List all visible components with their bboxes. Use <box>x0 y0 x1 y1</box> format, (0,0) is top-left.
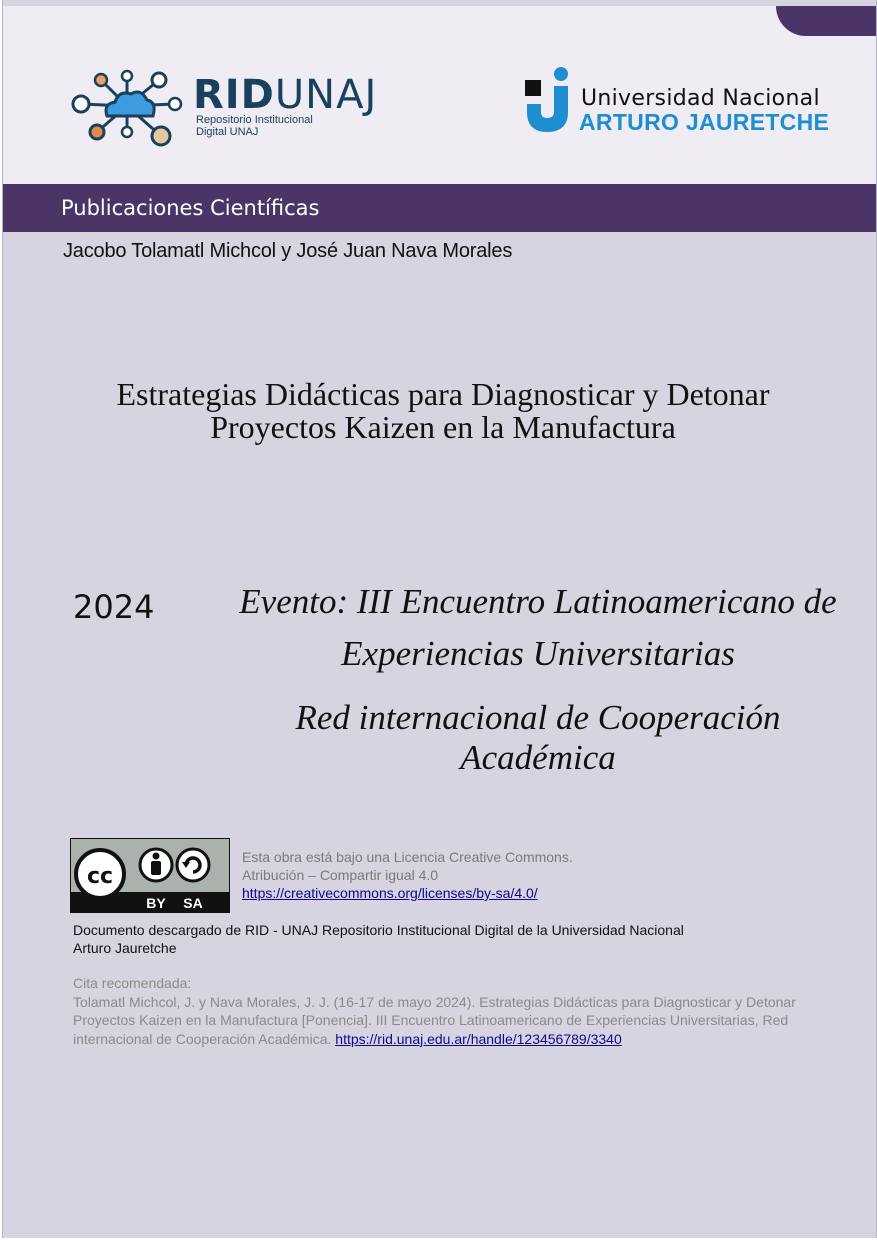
cc-badge-sa-label: SA <box>183 895 203 911</box>
rid-network-cloud-icon <box>67 66 187 150</box>
header <box>3 6 876 184</box>
document-title <box>43 378 843 444</box>
document-page <box>2 0 877 1238</box>
license-text <box>242 848 573 902</box>
license-line2: Atribución – Compartir igual 4.0 <box>242 867 439 883</box>
unaj-logo-icon <box>521 66 577 138</box>
event-network: Red internacional de Cooperación Académica <box>295 698 781 777</box>
download-note: Documento descargado de RID - UNAJ Repositorio Institucional Digital de la Universidad Nacional Arturo Jauretche <box>73 922 684 956</box>
citation-text: Tolamatl Michcol, J. y Nava Morales, J. J. (16-17 de mayo 2024). Estrategias Didácticas para Diagnosticar y Detonar Proyectos Kaizen en la Manufactura [Ponencia]. III Encuentro Latinoamericano de Experiencias Universitarias, Red internacional de Cooperación Académica. <box>73 993 796 1047</box>
event-info <box>233 576 843 680</box>
cc-badge-by-label: BY <box>146 895 166 911</box>
rid-logo-light: UNAJ <box>274 72 378 118</box>
header-corner-tab <box>776 6 876 36</box>
publication-year: 2024 <box>73 588 155 626</box>
unaj-name-line2: ARTURO JAURETCHE <box>579 109 830 135</box>
citation-link[interactable]: https://rid.unaj.edu.ar/handle/123456789/3340 <box>335 1030 622 1047</box>
event-line2: Experiencias Universitarias <box>341 634 735 673</box>
citation-label: Cita recomendada: <box>73 975 192 991</box>
license-line1: Esta obra está bajo una Licencia Creative Commons. <box>242 849 573 865</box>
title-line2: Proyectos Kaizen en la Manufactura <box>210 409 676 445</box>
event-line1: Evento: III Encuentro Latinoamericano de <box>239 582 837 621</box>
rid-logo-bold: RID <box>193 72 275 118</box>
rid-subtitle-line1: Repositorio Institucional <box>196 114 313 126</box>
rid-subtitle-line2: Digital UNAJ <box>196 126 259 138</box>
unaj-name-line1: Universidad Nacional <box>581 86 820 111</box>
rid-logo-wordmark <box>193 72 377 118</box>
svg-text:cc: cc <box>86 864 114 889</box>
title-line1: Estrategias Didácticas para Diagnosticar y Detonar <box>116 376 770 412</box>
cc-by-sa-badge-icon <box>70 838 230 913</box>
citation-block <box>73 974 813 1048</box>
authors: Jacobo Tolamatl Michcol y José Juan Nava Morales <box>63 240 513 262</box>
rid-logo-subtitle <box>196 114 313 138</box>
section-banner: Publicaciones Científicas <box>3 184 876 232</box>
license-link[interactable]: https://creativecommons.org/licenses/by-sa/4.0/ <box>242 885 538 901</box>
